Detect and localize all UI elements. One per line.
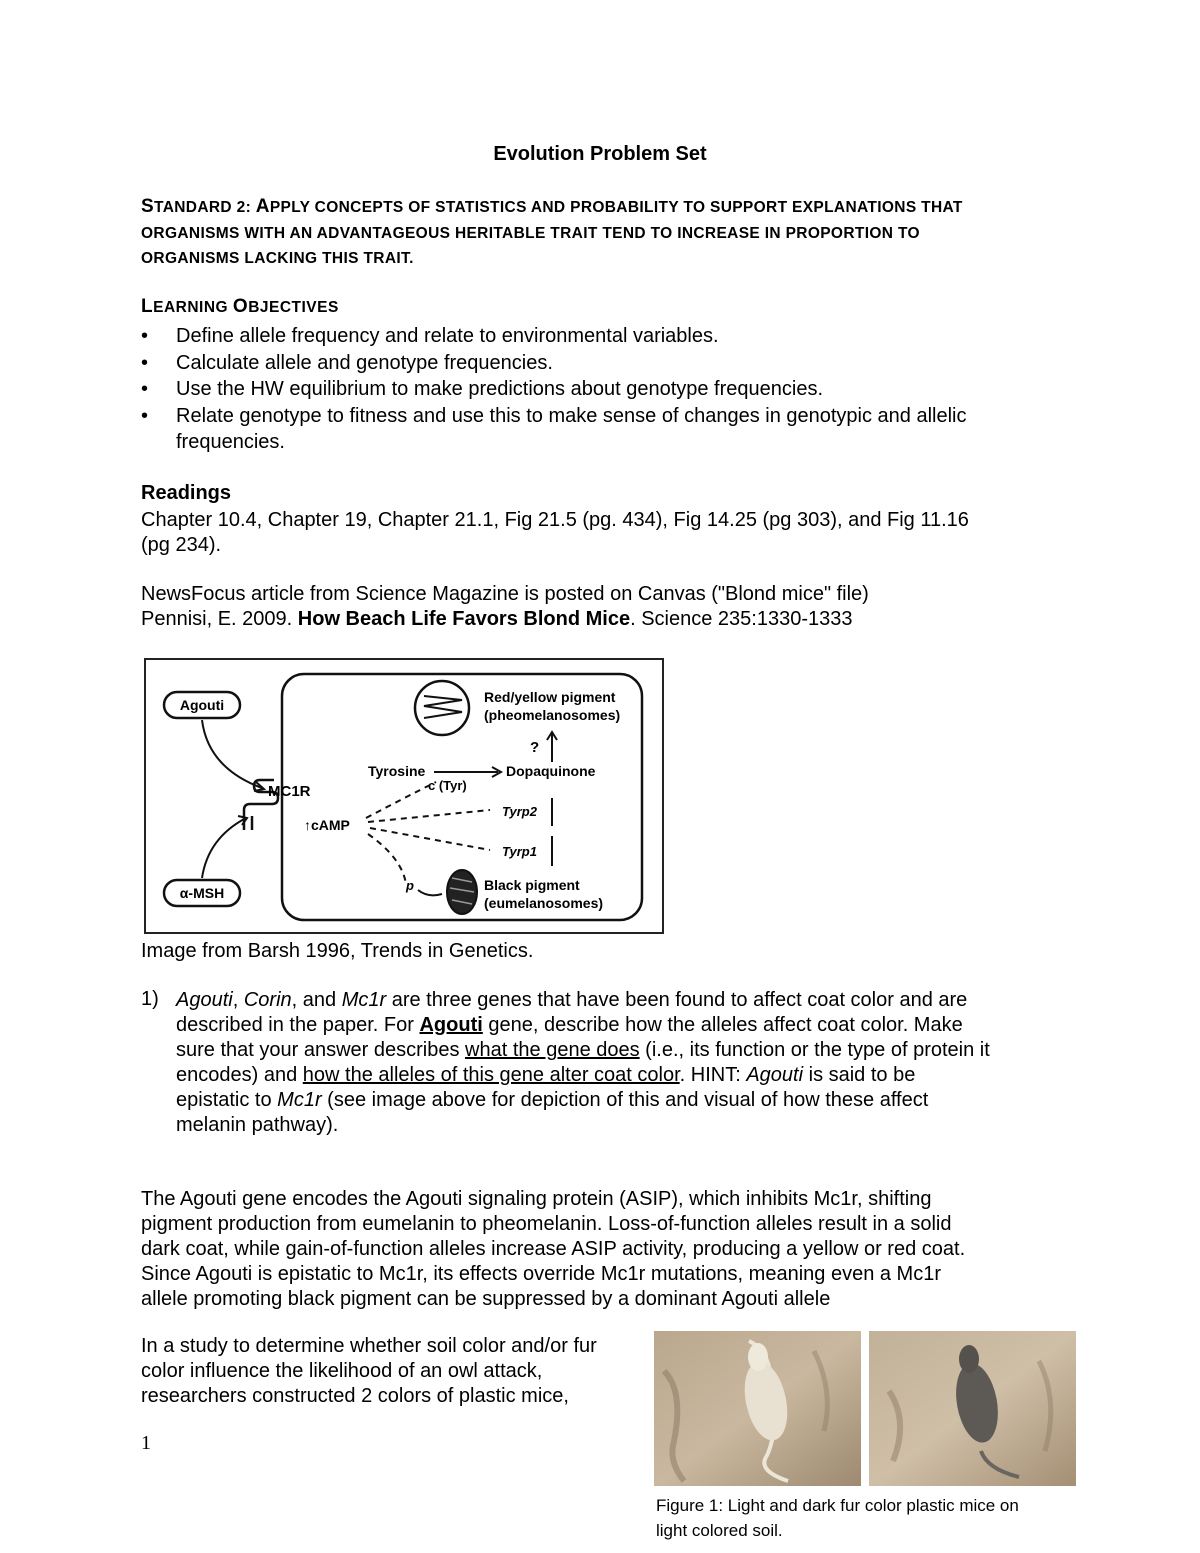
standard-statement: STANDARD 2: APPLY CONCEPTS OF STATISTICS AND PROBABILITY TO SUPPORT EXPLANATIONS THAT ORGANISMS WITH AN ADVANTAGEOUS HERITABLE TRAIT TEND TO INCREASE IN PROPORTION TO ORGANISMS LACKING THIS TRAIT. bbox=[141, 196, 963, 267]
image-credit: Image from Barsh 1996, Trends in Genetics. bbox=[141, 940, 534, 962]
study-paragraph: In a study to determine whether soil color and/or fur color influence the likelihood of an owl attack, researchers constructed 2 colors of plastic mice, bbox=[141, 1335, 597, 1407]
learning-objectives-list bbox=[141, 323, 967, 456]
readings-line: Chapter 10.4, Chapter 19, Chapter 21.1, Fig 21.5 (pg. 434), Fig 14.25 (pg 303), and Fig 11.16 bbox=[141, 509, 969, 531]
list-item: • Define allele frequency and relate to environmental variables. bbox=[141, 323, 967, 350]
citation: Pennisi, E. 2009. How Beach Life Favors Blond Mice. Science 235:1330-1333 bbox=[141, 608, 853, 630]
tyrosine-label: Tyrosine bbox=[368, 763, 426, 779]
melanin-pathway-diagram bbox=[144, 658, 664, 934]
readings-line: NewsFocus article from Science Magazine is posted on Canvas ("Blond mice" file) bbox=[141, 583, 869, 605]
readings-line: (pg 234). bbox=[141, 534, 222, 556]
learning-objectives-heading: LEARNING OBJECTIVES bbox=[141, 296, 339, 317]
answer-paragraph: The Agouti gene encodes the Agouti signaling protein (ASIP), which inhibits Mc1r, shifting pigment production from eumelanin to pheomelanin. Loss-of-function alleles result in a solid dark coat, while gain-of-function alleles increase ASIP activity, producing a yellow or red coat. Since Agouti is epistatic to Mc1r, its effects override Mc1r mutations, meaning even a Mc1r allele promoting black pigment can be suppressed by a dominant Agouti allele bbox=[141, 1188, 966, 1310]
tyrp1-label: Tyrp1 bbox=[502, 844, 537, 859]
black-pigment-sub: (eumelanosomes) bbox=[484, 895, 604, 911]
black-pigment-label: Black pigment bbox=[484, 877, 580, 893]
camp-label: ↑cAMP bbox=[304, 817, 350, 833]
agouti-label: Agouti bbox=[179, 697, 225, 713]
question-1-text: Agouti, Corin, and Mc1r are three genes that have been found to affect coat color and are described in the paper. For Agouti gene, describe how the alleles affect coat color. Make sure that your answer describes what the gene does (i.e., its function or the type of protein it encodes) and how the alleles of this gene alter coat color. HINT: Agouti is said to be epistatic to Mc1r (see image above for depiction of this and visual of how these affect melanin pathway). bbox=[176, 989, 990, 1136]
list-item: • Use the HW equilibrium to make predictions about genotype frequencies. bbox=[141, 376, 967, 403]
figure-caption: Figure 1: Light and dark fur color plastic mice on light colored soil. bbox=[656, 1496, 1019, 1540]
light-mouse-photo bbox=[654, 1331, 861, 1486]
readings-heading: Readings bbox=[141, 482, 232, 504]
list-item: • Calculate allele and genotype frequencies. bbox=[141, 350, 967, 377]
page-number: 1 bbox=[141, 1432, 151, 1454]
mc1r-label: MC1R bbox=[268, 783, 311, 800]
page-title: Evolution Problem Set bbox=[493, 143, 707, 165]
p-label: p bbox=[406, 878, 414, 893]
ctyr-label: c (Tyr) bbox=[428, 778, 467, 793]
red-pigment-sub: (pheomelanosomes) bbox=[484, 707, 621, 723]
list-item: • Relate genotype to fitness and use this to make sense of changes in genotypic and allelic frequencies. bbox=[141, 403, 967, 456]
question-number: 1) bbox=[141, 988, 159, 1010]
dopaquinone-label: Dopaquinone bbox=[506, 763, 596, 779]
tyrp2-label: Tyrp2 bbox=[502, 804, 537, 819]
unknown-step-label: ? bbox=[530, 739, 540, 756]
dark-mouse-photo bbox=[869, 1331, 1076, 1486]
red-pigment-label: Red/yellow pigment bbox=[484, 689, 616, 705]
amsh-label: α-MSH bbox=[179, 885, 225, 901]
